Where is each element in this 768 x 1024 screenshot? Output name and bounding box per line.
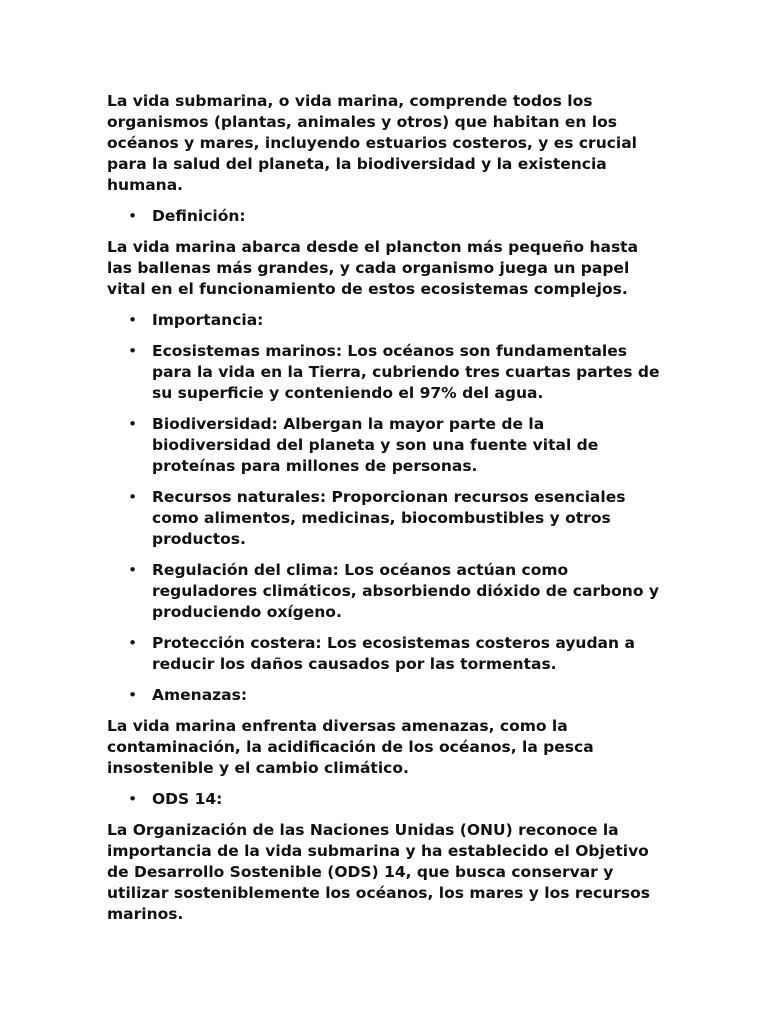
section-heading-importancia: Importancia: [152,311,264,329]
importancia-item-recursos: • Recursos naturales: Proporcionan recursos esenciales como alimentos, medicinas, biocombustibles y otros productos. [152,487,667,550]
section-list-definicion [107,206,667,227]
importancia-item-biodiversidad: • Biodiversidad: Albergan la mayor parte de la biodiversidad del planeta y son una fuente vital de proteínas para millones de personas. [152,414,667,477]
importancia-item-clima: • Regulación del clima: Los océanos actúan como reguladores climáticos, absorbiendo dióxido de carbono y produciendo oxígeno. [152,560,667,623]
amenazas-paragraph: La vida marina enfrenta diversas amenazas, como la contaminación, la acidificación de los océanos, la pesca insostenible y el cambio climático. [107,717,594,777]
ods14-paragraph: La Organización de las Naciones Unidas (ONU) reconoce la importancia de la vida submarina y ha establecido el Objetivo de Desarrollo Sostenible (ODS) 14, que busca conservar y utilizar sosteniblemente los océanos, los mares y los recursos marinos. [107,821,650,923]
section-item-importancia [107,310,667,675]
intro-paragraph: La vida submarina, o vida marina, comprende todos los organismos (plantas, animales y otros) que habitan en los océanos y mares, incluyendo estuarios costeros, y es crucial para la salud del planeta, la biodiversidad y la existencia humana. [107,92,637,194]
importancia-item-ecosistemas: • Ecosistemas marinos: Los océanos son fundamentales para la vida en la Tierra, cubriendo tres cuartas partes de su superficie y conteniendo el 97% del agua. [152,341,667,404]
section-list-importancia [107,310,667,706]
section-heading-ods14: • ODS 14: [107,789,667,810]
importancia-item-proteccion: • Protección costera: Los ecosistemas costeros ayudan a reducir los daños causados por las tormentas. [152,633,667,675]
document-page [107,91,667,935]
section-heading-definicion: • Definición: [107,206,667,227]
importancia-sublist [152,341,667,675]
definicion-paragraph: La vida marina abarca desde el plancton más pequeño hasta las ballenas más grandes, y cada organismo juega un papel vital en el funcionamiento de estos ecosistemas complejos. [107,238,639,298]
section-list-ods [107,789,667,810]
section-heading-amenazas: • Amenazas: [107,685,667,706]
